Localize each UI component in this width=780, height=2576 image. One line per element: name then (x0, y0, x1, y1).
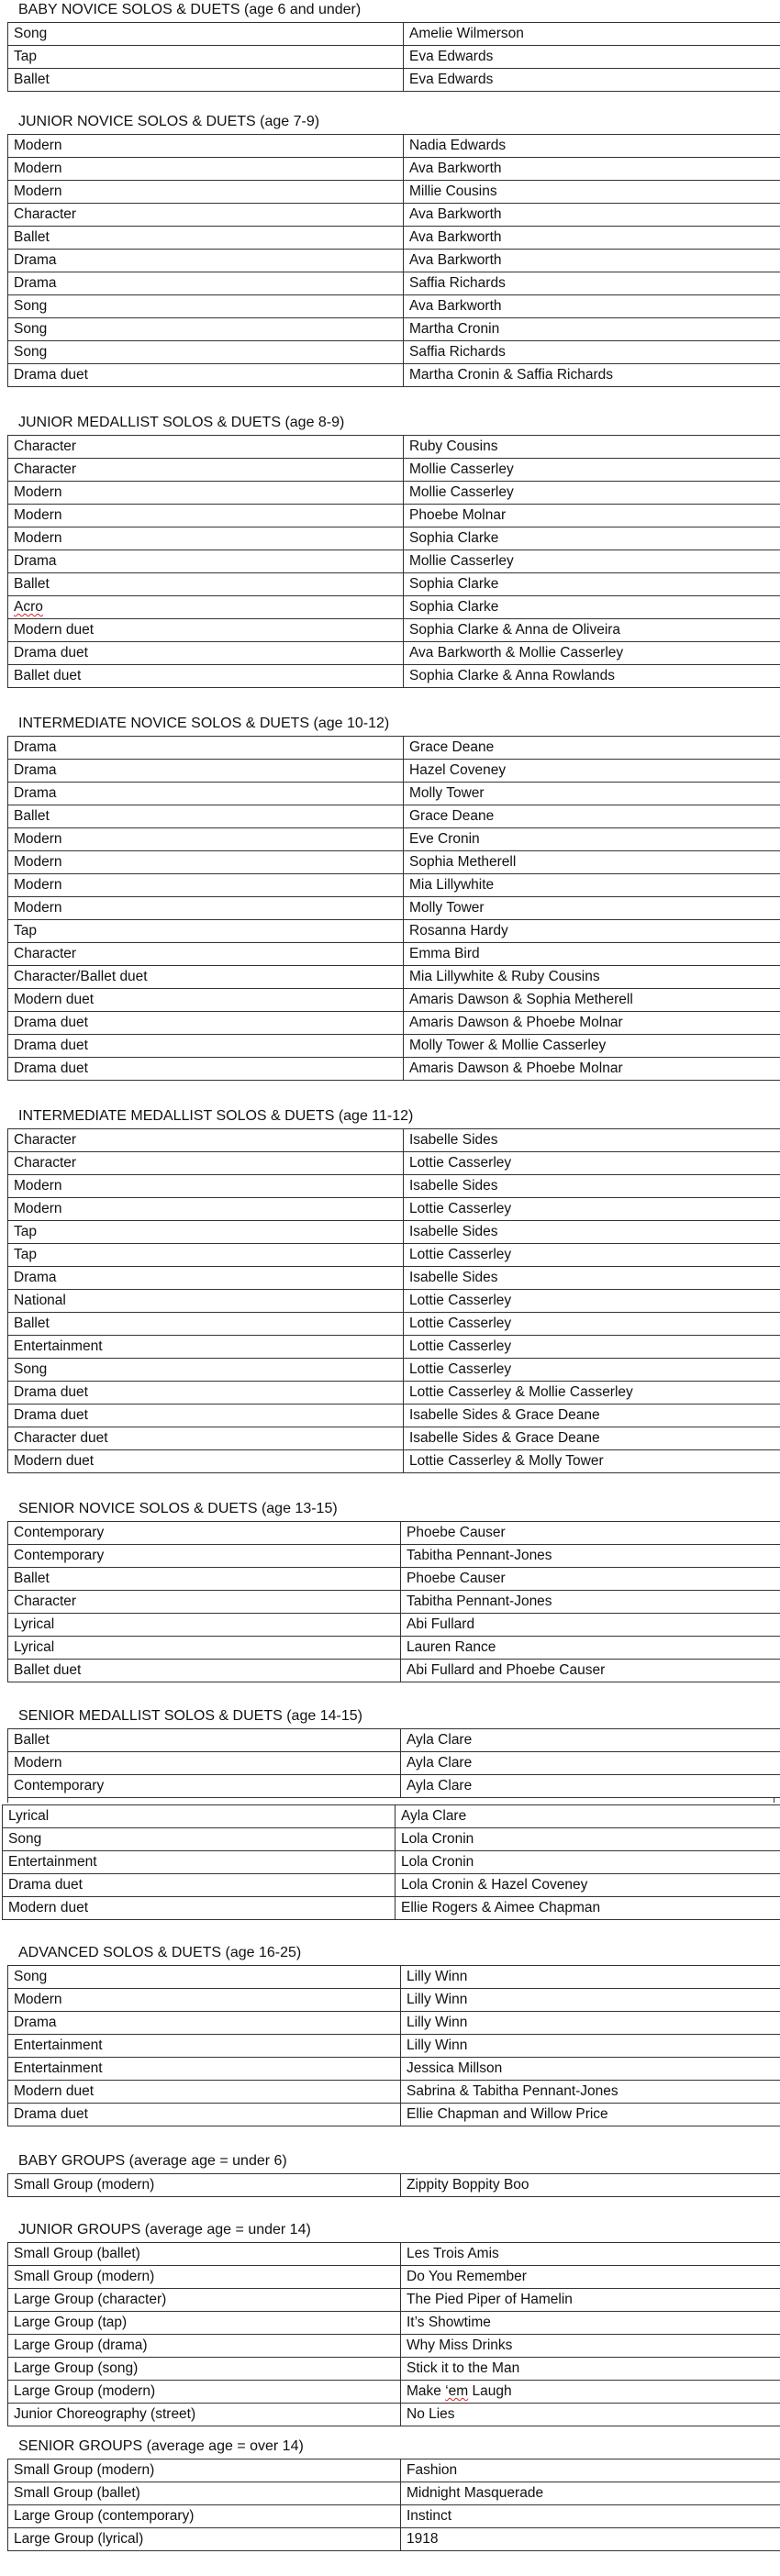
performer-cell: Ava Barkworth (404, 158, 780, 181)
event-cell: Ballet (8, 573, 404, 596)
performer-cell: Ayla Clare (401, 1752, 780, 1775)
event-cell: Character (8, 204, 404, 227)
event-cell: Modern duet (3, 1897, 396, 1920)
table-row (8, 272, 780, 295)
event-cell: Ballet (8, 805, 404, 828)
table-row (8, 2528, 780, 2551)
performer-cell: Phoebe Causer (401, 1568, 780, 1591)
event-cell: Ballet (8, 1729, 401, 1752)
table-row (8, 665, 780, 688)
event-cell: Small Group (ballet) (8, 2243, 401, 2266)
event-cell: Large Group (tap) (8, 2312, 401, 2335)
junior-medallist-heading: JUNIOR MEDALLIST SOLOS & DUETS (age 8-9) (18, 415, 345, 430)
performer-cell: Amaris Dawson & Phoebe Molnar (404, 1058, 780, 1081)
performer-cell: Emma Bird (404, 943, 780, 966)
junior-medallist-table (7, 435, 780, 688)
event-cell: Character (8, 1152, 404, 1175)
event-cell: Modern duet (8, 989, 404, 1012)
performer-cell: Ruby Cousins (404, 436, 780, 459)
performer-cell: Millie Cousins (404, 181, 780, 204)
table-row (8, 1775, 780, 1798)
baby-novice-table (7, 22, 780, 92)
table-row (8, 1989, 780, 2012)
event-cell: Modern (8, 1752, 401, 1775)
event-cell: Tap (8, 1244, 404, 1267)
performer-cell: Lilly Winn (401, 2012, 780, 2035)
table-row (3, 1851, 780, 1874)
table-row (8, 2243, 780, 2266)
table-row (8, 1614, 780, 1637)
page-break-strip (7, 1798, 774, 1803)
performer-cell: Isabelle Sides (404, 1221, 780, 1244)
table-row (8, 1591, 780, 1614)
event-cell: Character duet (8, 1427, 404, 1450)
event-cell: Entertainment (8, 2035, 401, 2058)
event-cell: Tap (8, 920, 404, 943)
table-row (8, 1290, 780, 1313)
event-cell: Drama (8, 1267, 404, 1290)
table-row (8, 2058, 780, 2081)
table-row (8, 760, 780, 783)
table-row (8, 2459, 780, 2482)
table-row (8, 527, 780, 550)
performer-cell: Lottie Casserley (404, 1359, 780, 1382)
table-row (8, 783, 780, 805)
table-row (8, 505, 780, 527)
event-cell: Modern (8, 505, 404, 527)
table-row (8, 1966, 780, 1989)
junior-novice-heading: JUNIOR NOVICE SOLOS & DUETS (age 7-9) (18, 114, 320, 129)
event-cell: Modern (8, 1175, 404, 1198)
performer-cell: Martha Cronin (404, 318, 780, 341)
table-row (8, 1568, 780, 1591)
event-cell: Ballet duet (8, 1660, 401, 1682)
table-row (8, 2081, 780, 2104)
performer-cell: Sophia Clarke & Anna de Oliveira (404, 619, 780, 642)
event-cell: Drama (8, 550, 404, 573)
event-cell: Ballet (8, 1568, 401, 1591)
table-row (8, 2104, 780, 2126)
performer-cell: Isabelle Sides & Grace Deane (404, 1405, 780, 1427)
event-cell: Drama (8, 2012, 401, 2035)
performer-cell: Lilly Winn (401, 2035, 780, 2058)
event-cell: Modern (8, 158, 404, 181)
event-cell: Modern (8, 181, 404, 204)
table-row (8, 619, 780, 642)
table-row (8, 2266, 780, 2289)
performer-cell: Lottie Casserley (404, 1244, 780, 1267)
performer-cell: Phoebe Causer (401, 1522, 780, 1545)
table-row (8, 1660, 780, 1682)
table-row (8, 158, 780, 181)
table-row (8, 2174, 780, 2197)
table-row (8, 1012, 780, 1035)
table-row (8, 341, 780, 364)
performer-cell: Isabelle Sides & Grace Deane (404, 1427, 780, 1450)
event-cell: Song (8, 23, 404, 46)
event-cell: Modern (8, 1198, 404, 1221)
event-cell: Character (8, 459, 404, 482)
event-cell: Character/Ballet duet (8, 966, 404, 989)
event-cell: Drama (8, 760, 404, 783)
performer-cell: Sophia Clarke (404, 527, 780, 550)
performer-cell: Phoebe Molnar (404, 505, 780, 527)
performer-cell: Lilly Winn (401, 1966, 780, 1989)
performer-cell: Zippity Boppity Boo (401, 2174, 780, 2197)
performer-cell: Nadia Edwards (404, 135, 780, 158)
table-row (8, 2381, 780, 2404)
table-row (8, 227, 780, 250)
event-cell: Acro (8, 596, 404, 619)
event-cell: Entertainment (3, 1851, 396, 1874)
senior-groups-table (7, 2459, 780, 2551)
event-cell: Character (8, 1129, 404, 1152)
senior-medallist-continued-table (2, 1804, 780, 1920)
table-row (8, 1427, 780, 1450)
table-row (8, 482, 780, 505)
performer-cell: Stick it to the Man (401, 2358, 780, 2381)
performer-cell: Eve Cronin (404, 828, 780, 851)
event-cell: Lyrical (8, 1614, 401, 1637)
table-row (8, 1198, 780, 1221)
table-row (8, 1545, 780, 1568)
performer-cell: Lola Cronin (396, 1828, 780, 1851)
table-row (3, 1897, 780, 1920)
performer-cell: Abi Fullard and Phoebe Causer (401, 1660, 780, 1682)
table-row (8, 1336, 780, 1359)
event-cell: Modern duet (8, 619, 404, 642)
table-row (8, 2035, 780, 2058)
table-row (8, 2505, 780, 2528)
table-row (8, 2312, 780, 2335)
performer-cell: Grace Deane (404, 805, 780, 828)
event-cell: Small Group (ballet) (8, 2482, 401, 2505)
table-row (8, 2012, 780, 2035)
table-row (8, 1450, 780, 1473)
event-cell: Tap (8, 1221, 404, 1244)
event-cell: Song (8, 318, 404, 341)
event-cell: Contemporary (8, 1522, 401, 1545)
event-cell: Song (8, 341, 404, 364)
performer-cell: Saffia Richards (404, 272, 780, 295)
performer-cell: Eva Edwards (404, 69, 780, 92)
performer-cell: Fashion (401, 2459, 780, 2482)
table-row (8, 550, 780, 573)
table-row (8, 1244, 780, 1267)
performer-cell: Grace Deane (404, 737, 780, 760)
junior-groups-heading: JUNIOR GROUPS (average age = under 14) (18, 2222, 311, 2237)
table-row (8, 1267, 780, 1290)
event-cell: Small Group (modern) (8, 2459, 401, 2482)
performer-cell: Mia Lillywhite (404, 874, 780, 897)
performer-cell: Amaris Dawson & Sophia Metherell (404, 989, 780, 1012)
table-row (8, 436, 780, 459)
performer-cell: It’s Showtime (401, 2312, 780, 2335)
event-cell: Contemporary (8, 1545, 401, 1568)
event-cell: Ballet (8, 227, 404, 250)
event-cell: Modern duet (8, 2081, 401, 2104)
event-cell: Song (8, 1359, 404, 1382)
table-row (8, 135, 780, 158)
performer-cell: Molly Tower & Mollie Casserley (404, 1035, 780, 1058)
event-cell: Drama (8, 272, 404, 295)
performer-cell: Sabrina & Tabitha Pennant-Jones (401, 2081, 780, 2104)
performer-cell: Lottie Casserley (404, 1198, 780, 1221)
event-cell: Drama duet (8, 642, 404, 665)
junior-novice-table (7, 134, 780, 387)
table-row (8, 1522, 780, 1545)
event-cell: Song (3, 1828, 396, 1851)
intermediate-medallist-heading: INTERMEDIATE MEDALLIST SOLOS & DUETS (age 11-12) (18, 1108, 414, 1124)
performer-cell: Ellie Chapman and Willow Price (401, 2104, 780, 2126)
event-cell: Drama (8, 783, 404, 805)
performer-cell: 1918 (401, 2528, 780, 2551)
performer-cell: Sophia Clarke (404, 573, 780, 596)
table-row (8, 1035, 780, 1058)
table-row (8, 459, 780, 482)
table-row (8, 46, 780, 69)
event-cell: Song (8, 295, 404, 318)
performer-cell: Lottie Casserley (404, 1336, 780, 1359)
performer-cell: Lottie Casserley & Molly Tower (404, 1450, 780, 1473)
performer-cell: Mia Lillywhite & Ruby Cousins (404, 966, 780, 989)
event-cell: Drama (8, 250, 404, 272)
performer-cell: Ayla Clare (401, 1729, 780, 1752)
performer-cell: The Pied Piper of Hamelin (401, 2289, 780, 2312)
performer-cell: Hazel Coveney (404, 760, 780, 783)
event-cell: Drama duet (8, 2104, 401, 2126)
table-row (8, 1382, 780, 1405)
advanced-heading: ADVANCED SOLOS & DUETS (age 16-25) (18, 1945, 302, 1960)
event-cell: Small Group (modern) (8, 2266, 401, 2289)
performer-cell: Ayla Clare (396, 1805, 780, 1828)
baby-groups-table (7, 2173, 780, 2197)
event-cell: Character (8, 1591, 401, 1614)
performer-cell: Midnight Masquerade (401, 2482, 780, 2505)
baby-groups-heading: BABY GROUPS (average age = under 6) (18, 2153, 287, 2169)
junior-groups-table (7, 2242, 780, 2426)
performer-cell: Ava Barkworth & Mollie Casserley (404, 642, 780, 665)
performer-cell: Isabelle Sides (404, 1267, 780, 1290)
event-cell: Modern (8, 1989, 401, 2012)
performer-cell: Lola Cronin & Hazel Coveney (396, 1874, 780, 1897)
event-cell: Modern (8, 135, 404, 158)
performer-cell: Martha Cronin & Saffia Richards (404, 364, 780, 387)
performer-cell: Lauren Rance (401, 1637, 780, 1660)
table-row (8, 2289, 780, 2312)
table-row (8, 851, 780, 874)
event-cell: Character (8, 436, 404, 459)
performer-cell: Molly Tower (404, 783, 780, 805)
table-row (8, 23, 780, 46)
performer-cell: Why Miss Drinks (401, 2335, 780, 2358)
event-cell: Modern (8, 897, 404, 920)
event-cell: Modern (8, 527, 404, 550)
performer-cell: Lilly Winn (401, 1989, 780, 2012)
performer-cell: No Lies (401, 2404, 780, 2426)
table-row (8, 805, 780, 828)
event-cell: Junior Choreography (street) (8, 2404, 401, 2426)
performer-cell: Lottie Casserley & Mollie Casserley (404, 1382, 780, 1405)
event-cell: Character (8, 943, 404, 966)
performer-cell: Jessica Millson (401, 2058, 780, 2081)
performer-cell: Lottie Casserley (404, 1313, 780, 1336)
performer-cell: Eva Edwards (404, 46, 780, 69)
table-row (8, 295, 780, 318)
table-row (8, 828, 780, 851)
senior-medallist-heading: SENIOR MEDALLIST SOLOS & DUETS (age 14-15) (18, 1708, 362, 1724)
table-row (3, 1805, 780, 1828)
table-row (8, 364, 780, 387)
performer-cell: Les Trois Amis (401, 2243, 780, 2266)
table-row (8, 2358, 780, 2381)
senior-novice-heading: SENIOR NOVICE SOLOS & DUETS (age 13-15) (18, 1501, 338, 1516)
senior-novice-table (7, 1521, 780, 1682)
event-cell: Modern duet (8, 1450, 404, 1473)
performer-cell: Tabitha Pennant-Jones (401, 1545, 780, 1568)
performer-cell: Lottie Casserley (404, 1290, 780, 1313)
table-row (8, 204, 780, 227)
event-cell: Drama duet (8, 364, 404, 387)
performer-cell: Sophia Clarke & Anna Rowlands (404, 665, 780, 688)
performer-cell: Mollie Casserley (404, 482, 780, 505)
event-cell: Drama (8, 737, 404, 760)
event-cell: Lyrical (3, 1805, 396, 1828)
performer-cell: Mollie Casserley (404, 550, 780, 573)
event-cell: Ballet duet (8, 665, 404, 688)
performer-cell: Amelie Wilmerson (404, 23, 780, 46)
event-cell: Drama duet (8, 1382, 404, 1405)
performer-cell: Amaris Dawson & Phoebe Molnar (404, 1012, 780, 1035)
performer-cell: Rosanna Hardy (404, 920, 780, 943)
table-row (8, 1221, 780, 1244)
table-row (3, 1874, 780, 1897)
advanced-table (7, 1965, 780, 2126)
table-row (8, 2335, 780, 2358)
performer-cell: Do You Remember (401, 2266, 780, 2289)
event-cell: National (8, 1290, 404, 1313)
table-row (8, 1752, 780, 1775)
intermediate-novice-heading: INTERMEDIATE NOVICE SOLOS & DUETS (age 10-12) (18, 716, 390, 731)
table-row (8, 1058, 780, 1081)
performer-cell: Molly Tower (404, 897, 780, 920)
performer-cell: Ayla Clare (401, 1775, 780, 1798)
event-cell: Ballet (8, 1313, 404, 1336)
event-cell: Large Group (modern) (8, 2381, 401, 2404)
event-cell: Modern (8, 851, 404, 874)
table-row (8, 1175, 780, 1198)
event-cell: Large Group (character) (8, 2289, 401, 2312)
table-row (8, 1637, 780, 1660)
table-row (8, 596, 780, 619)
table-row (8, 1152, 780, 1175)
event-cell: Large Group (lyrical) (8, 2528, 401, 2551)
table-row (8, 897, 780, 920)
table-row (8, 181, 780, 204)
performer-cell: Lottie Casserley (404, 1152, 780, 1175)
event-cell: Song (8, 1966, 401, 1989)
event-cell: Drama duet (8, 1058, 404, 1081)
table-row (8, 989, 780, 1012)
event-cell: Large Group (song) (8, 2358, 401, 2381)
table-row (8, 318, 780, 341)
table-row (8, 874, 780, 897)
table-row (8, 1313, 780, 1336)
table-row (8, 1359, 780, 1382)
table-row (8, 1729, 780, 1752)
senior-medallist-table (7, 1728, 780, 1798)
table-row (8, 966, 780, 989)
table-row (8, 1129, 780, 1152)
performer-cell: Ava Barkworth (404, 204, 780, 227)
event-cell: Lyrical (8, 1637, 401, 1660)
performer-cell: Ava Barkworth (404, 295, 780, 318)
table-row (8, 573, 780, 596)
event-cell: Drama duet (8, 1035, 404, 1058)
baby-novice-heading: BABY NOVICE SOLOS & DUETS (age 6 and under) (18, 2, 362, 17)
table-row (8, 2404, 780, 2426)
table-row (8, 737, 780, 760)
event-cell: Tap (8, 46, 404, 69)
event-cell: Drama duet (8, 1012, 404, 1035)
event-cell: Entertainment (8, 1336, 404, 1359)
performer-cell: Saffia Richards (404, 341, 780, 364)
event-cell: Large Group (drama) (8, 2335, 401, 2358)
table-row (8, 943, 780, 966)
intermediate-medallist-table (7, 1128, 780, 1473)
intermediate-novice-table (7, 736, 780, 1081)
table-row (8, 1405, 780, 1427)
performer-cell: Mollie Casserley (404, 459, 780, 482)
event-cell: Entertainment (8, 2058, 401, 2081)
table-row (8, 69, 780, 92)
performer-cell: Lola Cronin (396, 1851, 780, 1874)
event-cell: Ballet (8, 69, 404, 92)
performer-cell: Instinct (401, 2505, 780, 2528)
performer-cell: Sophia Metherell (404, 851, 780, 874)
table-row (8, 920, 780, 943)
event-cell: Drama duet (8, 1405, 404, 1427)
performer-cell: Isabelle Sides (404, 1129, 780, 1152)
event-cell: Small Group (modern) (8, 2174, 401, 2197)
event-cell: Modern (8, 482, 404, 505)
event-cell: Large Group (contemporary) (8, 2505, 401, 2528)
table-row (3, 1828, 780, 1851)
performer-cell: Make ‘em Laugh (401, 2381, 780, 2404)
performer-cell: Ava Barkworth (404, 227, 780, 250)
performer-cell: Abi Fullard (401, 1614, 780, 1637)
performer-cell: Sophia Clarke (404, 596, 780, 619)
event-cell: Modern (8, 828, 404, 851)
performer-cell: Ellie Rogers & Aimee Chapman (396, 1897, 780, 1920)
event-cell: Drama duet (3, 1874, 396, 1897)
event-cell: Contemporary (8, 1775, 401, 1798)
performer-cell: Isabelle Sides (404, 1175, 780, 1198)
performer-cell: Ava Barkworth (404, 250, 780, 272)
senior-groups-heading: SENIOR GROUPS (average age = over 14) (18, 2438, 304, 2454)
performer-cell: Tabitha Pennant-Jones (401, 1591, 780, 1614)
table-row (8, 250, 780, 272)
event-cell: Modern (8, 874, 404, 897)
table-row (8, 642, 780, 665)
table-row (8, 2482, 780, 2505)
